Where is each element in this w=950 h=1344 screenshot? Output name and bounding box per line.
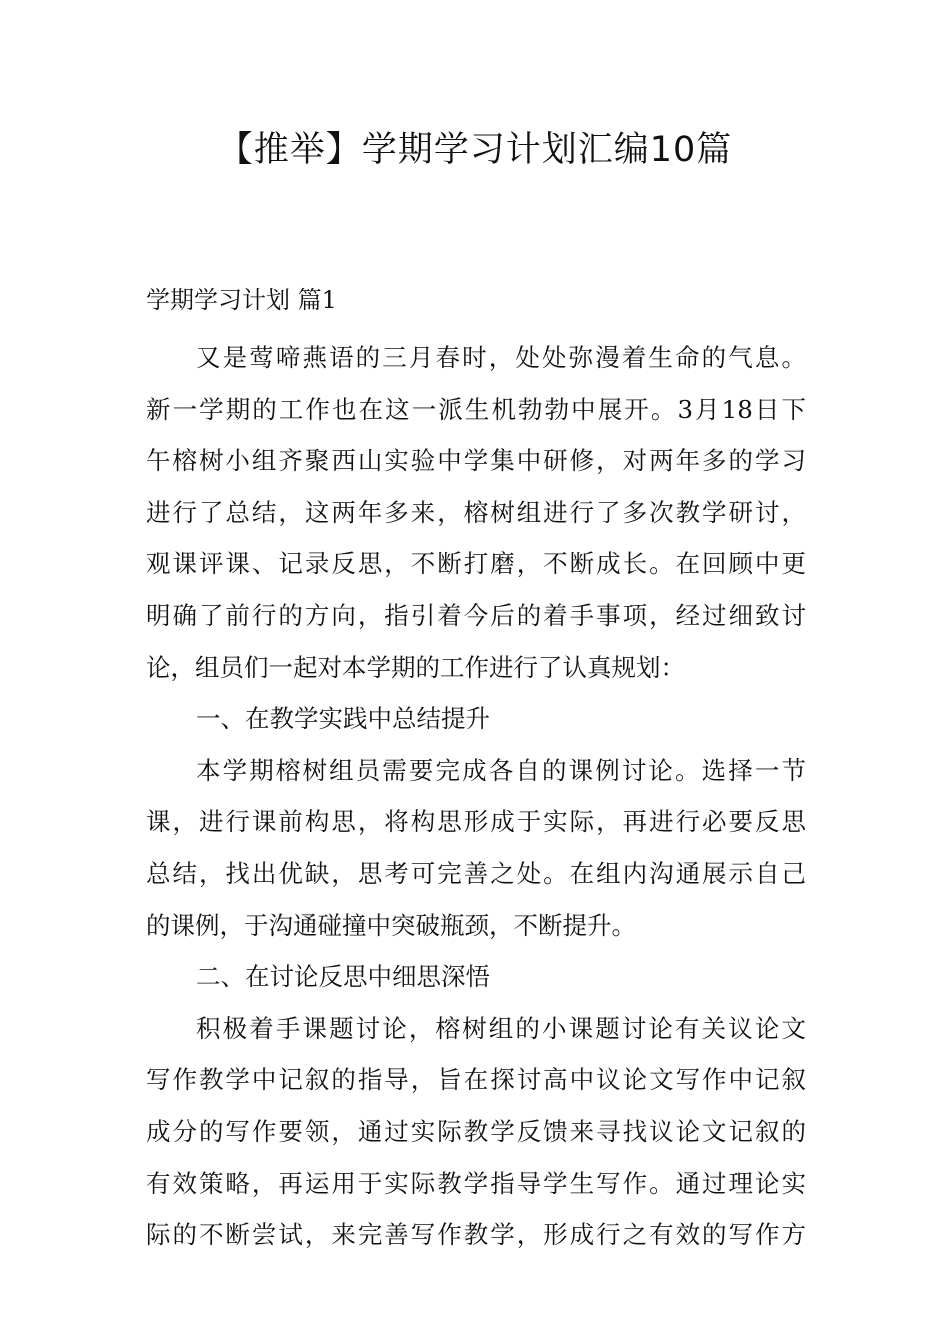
paragraph-line: 积极着手课题讨论，榕树组的小课题讨论有关议论文: [196, 1013, 806, 1043]
paragraph-line: 写作教学中记叙的指导，旨在探讨高中议论文写作中记叙: [146, 1065, 806, 1095]
paragraph-line: 观课评课、记录反思，不断打磨，不断成长。在回顾中更: [146, 549, 806, 579]
paragraph-line: 论，组员们一起对本学期的工作进行了认真规划：: [146, 652, 685, 682]
paragraph-line: 际的不断尝试，来完善写作教学，形成行之有效的写作方: [146, 1220, 806, 1250]
paragraph-line: 总结，找出优缺，思考可完善之处。在组内沟通展示自己: [146, 858, 806, 888]
subsection-heading: 一、在教学实践中总结提升: [196, 704, 490, 734]
paragraph-line: 的课例，于沟通碰撞中突破瓶颈，不断提升。: [146, 910, 636, 940]
paragraph-line: 课，进行课前构思，将构思形成于实际，再进行必要反思: [146, 807, 806, 837]
paragraph-line: 进行了总结，这两年多来，榕树组进行了多次教学研讨，: [146, 497, 806, 527]
document-body: [146, 332, 806, 1261]
paragraph-line: 本学期榕树组员需要完成各自的课例讨论。选择一节: [196, 755, 806, 785]
paragraph-line: 新一学期的工作也在这一派生机勃勃中展开。3月18日下: [146, 394, 806, 424]
section-label: 学期学习计划 篇1: [146, 286, 337, 314]
paragraph-line: 又是莺啼燕语的三月春时，处处弥漫着生命的气息。: [196, 343, 806, 372]
paragraph-line: 成分的写作要领，通过实际教学反馈来寻找议论文记叙的: [146, 1116, 806, 1146]
document-title: 【推举】学期学习计划汇编10篇: [217, 130, 733, 170]
paragraph-line: 明确了前行的方向，指引着今后的着手事项，经过细致讨: [146, 600, 806, 630]
paragraph-line: 午榕树小组齐聚西山实验中学集中研修，对两年多的学习: [146, 446, 806, 476]
paragraph-line: 有效策略，再运用于实际教学指导学生写作。通过理论实: [146, 1168, 806, 1198]
subsection-heading: 二、在讨论反思中细思深悟: [196, 962, 490, 992]
